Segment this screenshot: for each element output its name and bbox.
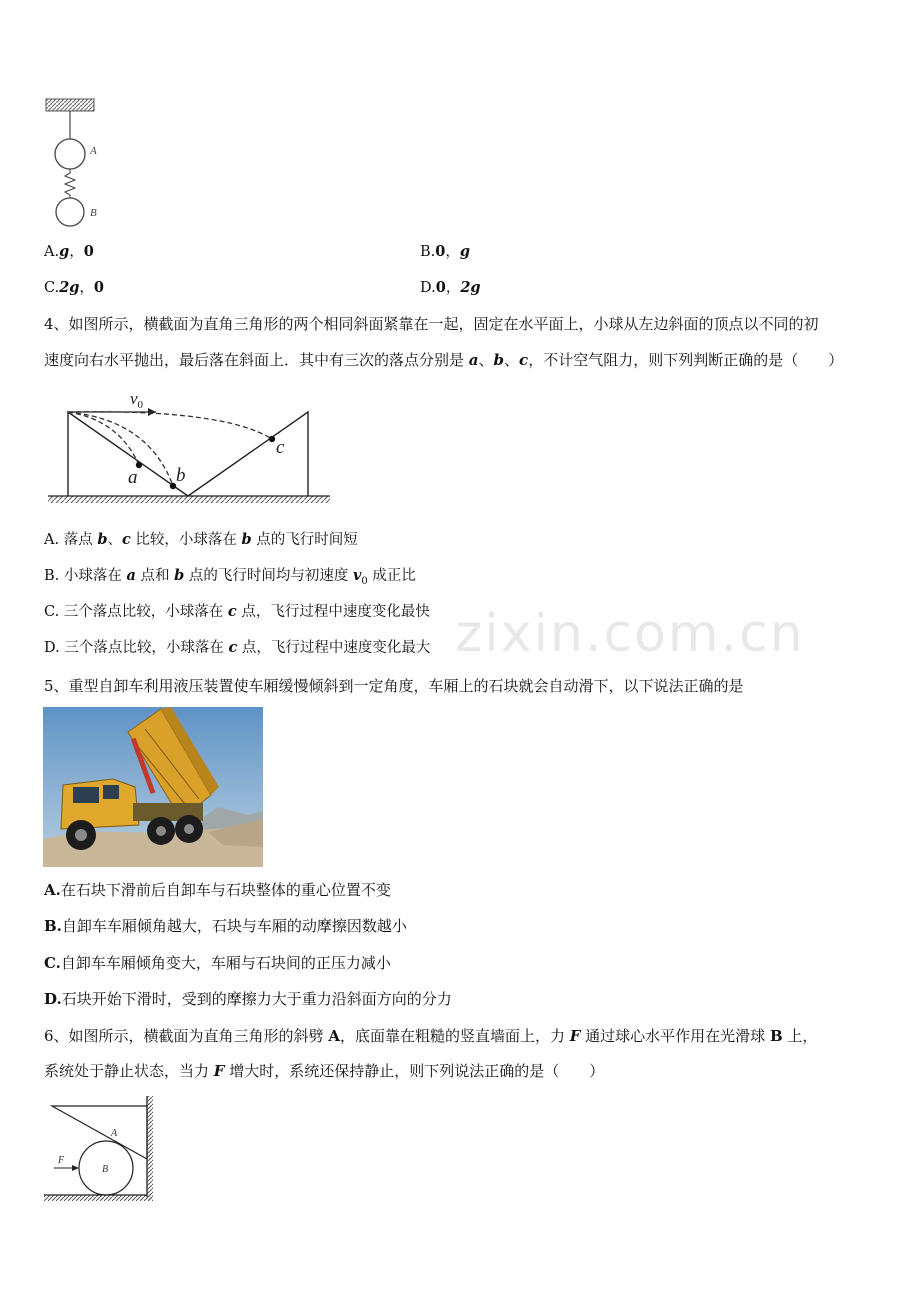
ceiling	[46, 99, 94, 111]
q4-option-a[interactable]: A. 落点 b、c 比较，小球落在 b 点的飞行时间短	[44, 531, 358, 548]
wall-hatch	[147, 1096, 153, 1201]
q3-option-a[interactable]: A.g，0	[44, 243, 94, 260]
q6-stem-line1: 6、如图所示，横截面为直角三角形的斜劈 A，底面靠在粗糙的竖直墙面上，力 F 通过球心水平作用在光滑球 B 上，	[44, 1027, 818, 1045]
inclines-projectile-figure	[44, 385, 334, 515]
floor-hatch	[44, 1195, 152, 1201]
path-c	[68, 412, 272, 439]
q6-stem-line2: 系统处于静止状态，当力 F 增大时，系统还保持静止，则下列说法正确的是（ ）	[44, 1062, 605, 1080]
truck-cab	[61, 779, 139, 829]
label-a: A	[111, 1128, 118, 1139]
wedge-a	[52, 1106, 147, 1159]
ball-b	[56, 198, 84, 226]
label-a: a	[128, 467, 138, 488]
q3-option-c[interactable]: C.2g，0	[44, 279, 105, 296]
arrow-head	[148, 408, 156, 416]
q5-option-a[interactable]: A.在石块下滑前后自卸车与石块整体的重心位置不变	[44, 881, 391, 899]
label-b: B	[90, 207, 97, 219]
v0-label: $v_0$	[130, 389, 144, 411]
q4-stem-line1: 4、如图所示，横截面为直角三角形的两个相同斜面紧靠在一起，固定在水平面上，小球从左边斜面的顶点以不同的初	[44, 315, 819, 333]
q3-option-d[interactable]: D.0，2g	[420, 279, 481, 296]
q4-option-d[interactable]: D. 三个落点比较，小球落在 c 点，飞行过程中速度变化最大	[44, 639, 431, 656]
label-b: b	[176, 465, 186, 486]
q5-option-b[interactable]: B.自卸车车厢倾角越大，石块与车厢的动摩擦因数越小	[44, 917, 407, 935]
point-c	[269, 436, 275, 442]
watermark: zixin.com.cn	[455, 604, 805, 664]
q3-option-b[interactable]: B.0，g	[420, 243, 470, 260]
label-a: A	[90, 145, 97, 157]
force-arrow-head	[72, 1165, 79, 1171]
q5-stem: 5、重型自卸车利用液压装置使车厢缓慢倾斜到一定角度，车厢上的石块就会自动滑下，以下说法正确的是	[44, 677, 744, 695]
hub	[184, 824, 194, 834]
q4-option-b[interactable]: B. 小球落在 a 点和 b 点的飞行时间均与初速度 $v_0$ 成正比	[44, 567, 416, 587]
label-f: F	[58, 1155, 65, 1166]
ball-a	[55, 139, 85, 169]
right-incline	[188, 412, 308, 496]
spring-balls-figure	[40, 95, 120, 230]
ground-hatch	[48, 496, 330, 503]
q4-option-c[interactable]: C. 三个落点比较，小球落在 c 点，飞行过程中速度变化最快	[44, 603, 430, 620]
hub	[75, 829, 87, 841]
cab-window	[73, 787, 99, 803]
label-c: c	[276, 437, 285, 458]
dump-truck-photo	[43, 707, 263, 867]
spring	[65, 169, 75, 198]
hub	[156, 826, 166, 836]
q4-stem-line2: 速度向右水平抛出，最后落在斜面上．其中有三次的落点分别是 a、b、c，不计空气阻力，则下列判断正确的是（ ）	[44, 351, 844, 369]
q5-option-c[interactable]: C.自卸车车厢倾角变大，车厢与石块间的正压力减小	[44, 954, 391, 972]
wedge-ball-figure	[40, 1093, 155, 1205]
cab-window-2	[103, 785, 119, 799]
label-b: B	[102, 1164, 109, 1175]
q5-option-d[interactable]: D.石块开始下滑时，受到的摩擦力大于重力沿斜面方向的分力	[44, 990, 452, 1008]
